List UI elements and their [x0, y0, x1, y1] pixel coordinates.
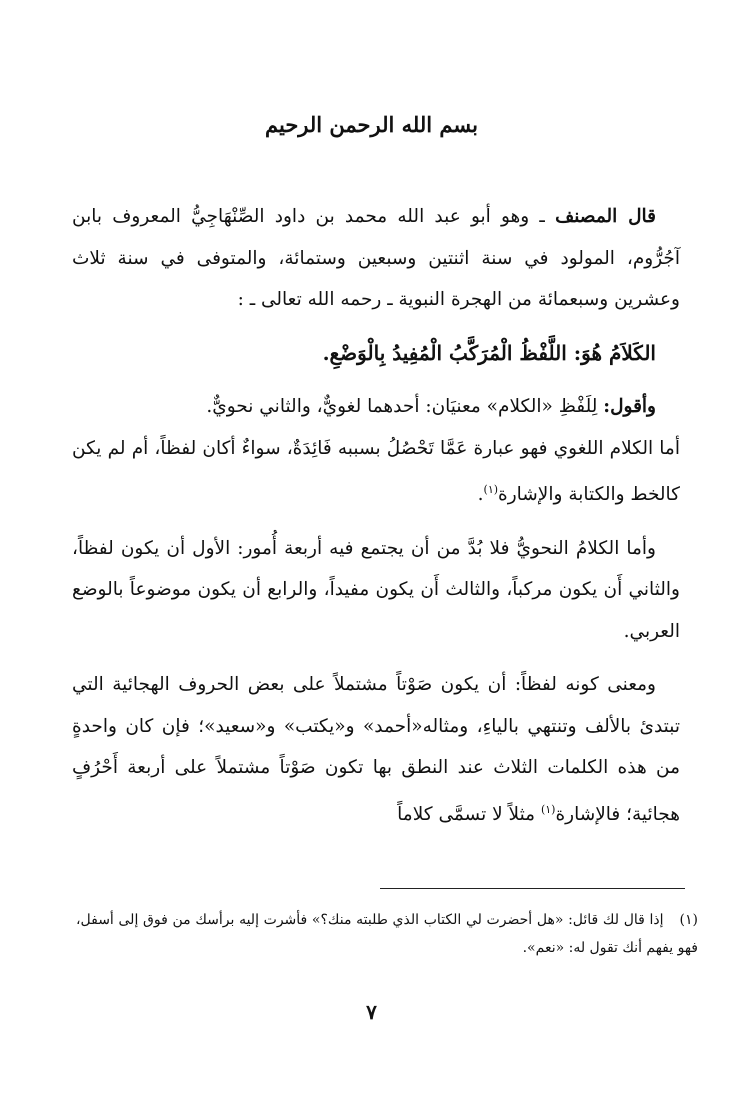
definition-line: الكَلاَمُ هُوَ: اللَّفْظُ الْمُرَكَّبُ الْمُفِيدُ بِالْوَضْعِ. — [322, 340, 656, 365]
footnote-marker: (١) — [540, 802, 556, 816]
lafz-meaning-end: مثلاً لا تسمَّى كلاماً — [397, 803, 541, 825]
linguistic-meaning-text: أما الكلام اللغوي فهو عبارة عَمَّا تَحْصُلُ بسببه فَائِدَةٌ، سواءٌ أكان لفظاً، أم لم يكن كالخط والكتابة والإشارة — [72, 437, 680, 506]
basmala-heading: بسم الله الرحمن الرحيم — [265, 112, 478, 137]
intro-paragraph — [72, 196, 680, 321]
footnote-divider — [380, 888, 685, 889]
commentary-text: لِلَفْظِ «الكلام» معنيَان: أحدهما لغويٌّ، والثاني نحويٌّ. — [206, 396, 604, 417]
footnote-text: إذا قال لك قائل: «هل أحضرت لي الكتاب الذي طلبته منك؟» فأشرت إليه برأسك من فوق إلى أسفل، فهو يفهم أنك تقول له: «نعم». — [76, 912, 698, 956]
lafz-meaning-text: ومعنى كونه لفظاً: أن يكون صَوْتاً مشتملاً على بعض الحروف الهجائية التي تبتدئ بالألف وتنتهي بالياءِ، ومثاله«أحمد» و«يكتب» و«سعيد»؛ فإن كان واحدةٍ من هذه الكلمات الثلاث عند النطق بها تكون صَوْتاً مشتملاً على أربعة أَحْرُفٍ هجائية؛ فالإشارة — [72, 674, 680, 825]
footnote-number: (١) — [679, 912, 698, 928]
main-text — [72, 196, 680, 847]
lafz-meaning-paragraph — [72, 664, 680, 835]
grammatical-meaning-paragraph: وأما الكلامُ النحويُّ فلا بُدَّ من أن يجتمع فيه أربعة أُمور: الأول أن يكون لفظاً، والثاني أَن يكون مركباً، والثالث أَن يكون مفيداً، والرابع أن يكون موضوعاً بالوضع العربي. — [72, 537, 680, 642]
author-lead: قال المصنف — [555, 206, 656, 227]
linguistic-meaning-paragraph — [72, 428, 680, 516]
commentary-lead: وأقول: — [603, 396, 656, 417]
author-bio: ـ وهو أبو عبد الله محمد بن داود الصِّنْهَاجِيُّ المعروف بابن آجُرُّوم، المولود في سنة اثنتين وسبعين وستمائة، والمتوفى في سنة ثلاث وعشرين وسبعمائة من الهجرة النبوية ـ رحمه الله تعالى ـ : — [72, 206, 680, 310]
footnote — [76, 906, 698, 962]
footnote-marker: (١) — [483, 483, 499, 496]
linguistic-meaning-end: . — [477, 484, 484, 506]
page-number: ٧ — [366, 1000, 377, 1024]
commentary-paragraph — [72, 386, 680, 428]
